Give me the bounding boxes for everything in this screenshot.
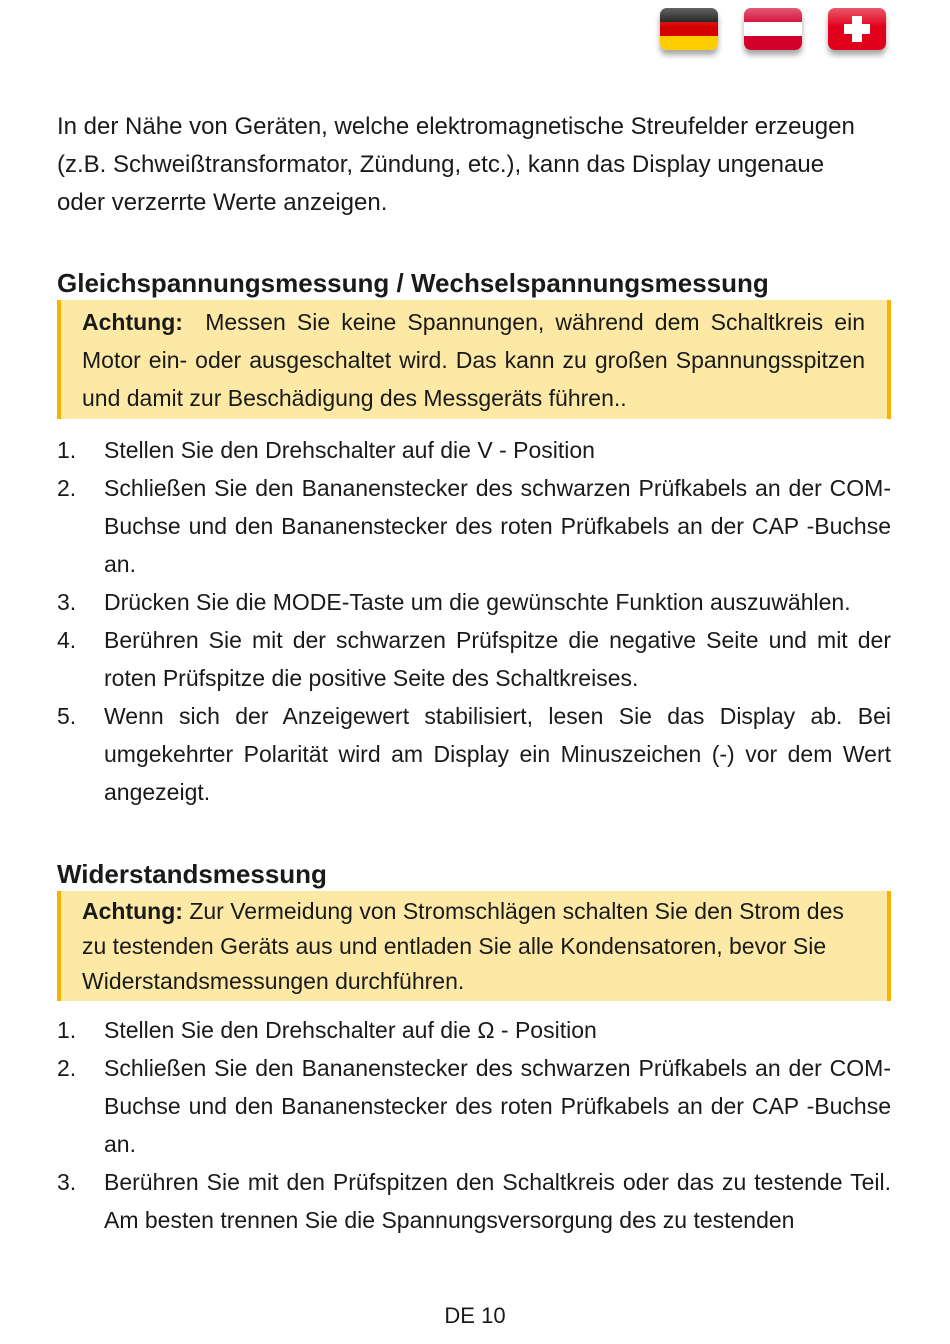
step-number: 1. xyxy=(57,1017,77,1043)
step-text: Wenn sich der Anzeigewert stabilisiert, lesen Sie das Display ab. Bei umgekehrter Polarität wird am Display ein Minuszeichen (-) vor dem Wert angezeigt. xyxy=(104,703,891,805)
step-text: Berühren Sie mit den Prüfspitzen den Schaltkreis oder das zu testende Teil. Am besten trennen Sie die Spannungsversorgung des zu testenden xyxy=(104,1169,891,1233)
steps-list-resistance xyxy=(57,1011,891,1239)
page-content xyxy=(57,108,891,1239)
warning-box-voltage xyxy=(57,300,891,419)
germany-flag-icon xyxy=(660,8,718,50)
step-number: 1. xyxy=(57,437,77,463)
list-item xyxy=(57,431,891,469)
step-number: 2. xyxy=(57,1055,77,1081)
step-text: Stellen Sie den Drehschalter auf die Ω - Position xyxy=(104,1017,597,1043)
list-item xyxy=(57,621,891,697)
step-text: Drücken Sie die MODE-Taste um die gewünschte Funktion auszuwählen. xyxy=(104,589,851,615)
warning-label: Achtung: xyxy=(82,309,183,335)
list-item xyxy=(57,1011,891,1049)
step-text: Stellen Sie den Drehschalter auf die V - Position xyxy=(104,437,595,463)
step-number: 3. xyxy=(57,589,77,615)
switzerland-flag-icon xyxy=(828,8,886,50)
intro-paragraph: In der Nähe von Geräten, welche elektromagnetische Streufelder erzeugen (z.B. Schweißtransformator, Zündung, etc.), kann das Display ungenaue oder verzerrte Werte anzeigen. xyxy=(57,113,855,216)
list-item xyxy=(57,1049,891,1163)
page-number: DE 10 xyxy=(444,1303,506,1328)
language-flags xyxy=(660,8,900,58)
section-heading-resistance: Widerstandsmessung xyxy=(57,859,327,889)
list-item xyxy=(57,697,891,811)
warning-label: Achtung: xyxy=(82,898,183,924)
step-number: 3. xyxy=(57,1169,77,1195)
step-number: 4. xyxy=(57,627,77,653)
warning-box-resistance xyxy=(57,891,891,1001)
steps-list-voltage xyxy=(57,431,891,811)
step-text: Berühren Sie mit der schwarzen Prüfspitze die negative Seite und mit der roten Prüfspitze die positive Seite des Schaltkreises. xyxy=(104,627,891,691)
list-item xyxy=(57,583,891,621)
warning-text: Messen Sie keine Spannungen, während dem Schaltkreis ein Motor ein- oder ausgeschaltet wird. Das kann zu großen Spannungsspitzen und damit zur Beschädigung des Messgeräts führen.. xyxy=(82,309,865,411)
step-number: 5. xyxy=(57,703,77,729)
section-heading-voltage: Gleichspannungsmessung / Wechselspannungsmessung xyxy=(57,268,769,298)
step-text: Schließen Sie den Bananenstecker des schwarzen Prüfkabels an der COM-Buchse und den Bananenstecker des roten Prüfkabels an der CAP -Buchse an. xyxy=(104,475,891,577)
warning-text: Zur Vermeidung von Stromschlägen schalten Sie den Strom des zu testenden Geräts aus und entladen Sie alle Kondensatoren, bevor Sie Widerstandsmessungen durchführen. xyxy=(82,898,844,994)
list-item xyxy=(57,469,891,583)
step-number: 2. xyxy=(57,475,77,501)
step-text: Schließen Sie den Bananenstecker des schwarzen Prüfkabels an der COM-Buchse und den Bananenstecker des roten Prüfkabels an der CAP -Buchse an. xyxy=(104,1055,891,1157)
austria-flag-icon xyxy=(744,8,802,50)
list-item xyxy=(57,1163,891,1239)
